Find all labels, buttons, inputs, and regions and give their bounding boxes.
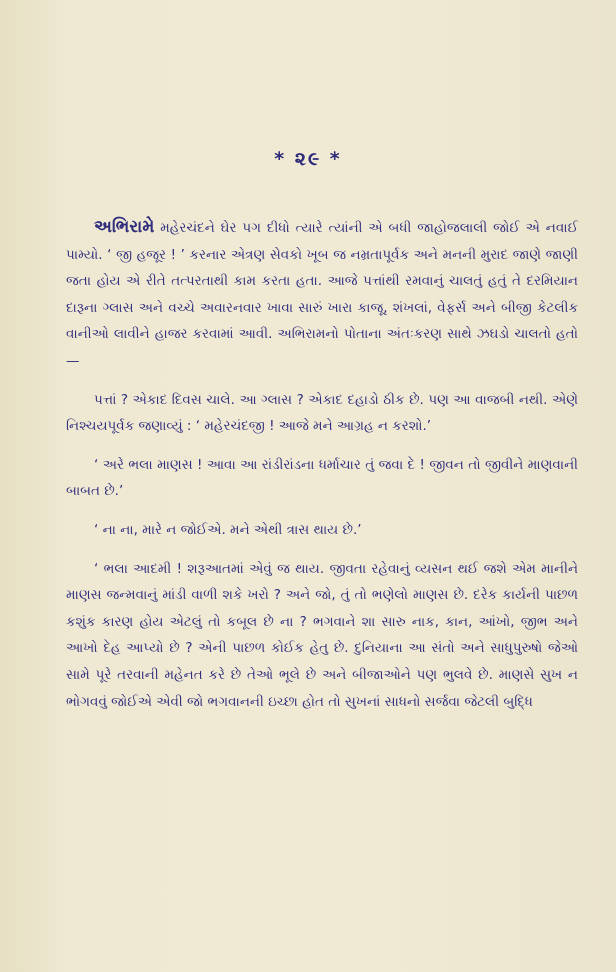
paragraph-2 <box>66 387 578 440</box>
paragraph-text: મહેરચંદને ઘેર પગ દીધો ત્યારે ત્યાંની એ બધી જાહોજલાલી જોઈ એ નવાઈ પામ્યો. ‘ જી હજૂર ! ’ કરનાર એત્રણ સેવકો ખૂબ જ નમ્રતાપૂર્વક અને મનની મુરાદ જાણે જાણી જતા હોય એ રીતે તત્પરતાથી કામ કરતા હતા. આજે પત્તાંથી રમવાનું ચાલતું હતું તે દરમિયાન દારૂના ગ્લાસ અને વચ્ચે અવારનવાર ખાવા સારું ખારા કાજૂ, શંખલાં, વેફર્સ અને બીજી કેટલીક વાનીઓ લાવીને હાજર કરવામાં આવી. અભિરામનો પોતાના અંતઃકરણ સાથે ઝઘડો ચાલતો હતો— <box>66 220 578 369</box>
paragraph-5 <box>66 556 578 716</box>
paragraph-lead-word: અભિરામે <box>94 217 155 237</box>
paragraph-3 <box>66 452 578 505</box>
paragraph-text: ‘ ભલા આદમી ! શરૂઆતમાં એવું જ થાય. જીવતા રહેવાનું વ્યસન થઈ જશે એમ માનીને માણસ જન્મવાનું માંડી વાળી શકે ખરો ? અને જો, તું તો ભણેલો માણસ છે. દરેક કાર્યની પાછળ કશુંક કારણ હોય એટલું તો કબૂલ છે ના ? ભગવાને શા સારુ નાક, કાન, આંખો, જીભ અને આખો દેહ આપ્યો છે ? એની પાછળ કોઈક હેતુ છે. દુનિયાના આ સંતો અને સાધુપુરુષો જેઓ સામે પૂરે તરવાની મહેનત કરે છે તેઓ ભૂલે છે અને બીજાઓને પણ ભુલવે છે. માણસે સુખ ન ભોગવવું જોઈએ એવી જો ભગવાનની ઇચ્છા હોત તો સુખનાં સાધનો સર્જવા જેટલી બુદ્ધિ <box>66 560 578 710</box>
paragraph-4 <box>66 517 578 544</box>
paragraph-text: પત્તાં ? એકાદ દિવસ ચાલે. આ ગ્લાસ ? એકાદ દહાડો ઠીક છે. પણ આ વાજબી નથી. એણે નિશ્ચયપૂર્વક જણાવ્યું : ‘ મહેરચંદજી ! આજે મને આગ્રહ ન કરશો.’ <box>66 391 578 435</box>
paragraph-text: ‘ અરે ભલા માણસ ! આવા આ રાંડીરાંડના ધર્માચાર તું જવા દે ! જીવન તો જીવીને માણવાની બાબત છે.’ <box>66 456 578 500</box>
page-body <box>66 214 578 715</box>
paragraph-1 <box>66 214 578 375</box>
chapter-heading: * ૨૯ * <box>274 148 342 170</box>
paragraph-text: ‘ ના ના, મારે ન જોઈએ. મને એથી ત્રાસ થાય છે.’ <box>94 521 362 538</box>
